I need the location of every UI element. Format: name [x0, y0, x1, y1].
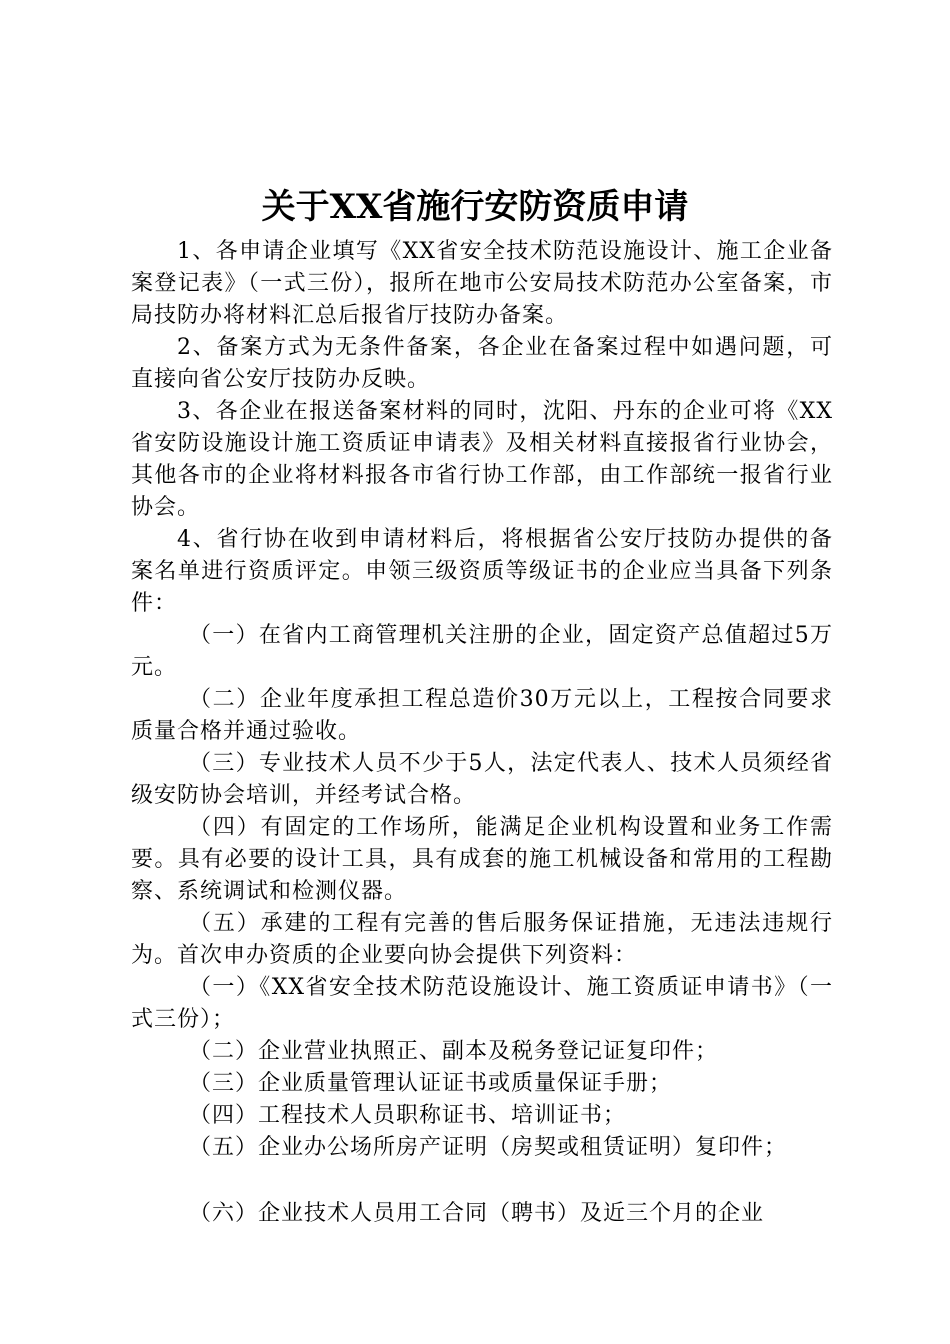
paragraph-3: 3、各企业在报送备案材料的同时，沈阳、丹东的企业可将《XX省安防设施设计施工资质证申请表》及相关材料直接报省行业协会，其他各市的企业将材料报各市省行协工作部，由工作部统一报省行业协会。	[131, 399, 833, 520]
condition-5: （五）承建的工程有完善的售后服务保证措施，无违法违规行为。首次申办资质的企业要向协会提供下列资料：	[131, 911, 833, 968]
document-title: 关于XX省施行安防资质申请	[261, 187, 689, 227]
material-6: （六）企业技术人员用工合同（聘书）及近三个月的企业	[189, 1201, 765, 1226]
material-1: （一）《XX省安全技术防范设施设计、施工资质证申请书》（一式三份）；	[131, 975, 833, 1032]
paragraph-1: 1、各申请企业填写《XX省安全技术防范设施设计、施工企业备案登记表》（一式三份），报所在地市公安局技术防范办公室备案，市局技防办将材料汇总后报省厅技防办备案。	[131, 239, 833, 328]
paragraph-4: 4、省行协在收到申请材料后，将根据省公安厅技防办提供的备案名单进行资质评定。申领三级资质等级证书的企业应当具备下列条件：	[131, 527, 833, 616]
condition-2: （二）企业年度承担工程总造价30万元以上，工程按合同要求质量合格并通过验收。	[131, 687, 833, 744]
condition-4: （四）有固定的工作场所，能满足企业机构设置和业务工作需要。具有必要的设计工具，具有成套的施工机械设备和常用的工程勘察、系统调试和检测仪器。	[131, 815, 833, 904]
condition-1: （一）在省内工商管理机关注册的企业，固定资产总值超过5万元。	[131, 623, 833, 680]
paragraph-2: 2、备案方式为无条件备案，各企业在备案过程中如遇问题，可直接向省公安厅技防办反映。	[131, 335, 833, 392]
material-2: （二）企业营业执照正、副本及税务登记证复印件；	[189, 1039, 719, 1064]
material-5: （五）企业办公场所房产证明（房契或租赁证明）复印件；	[189, 1135, 788, 1160]
document-body	[131, 236, 833, 1230]
material-4: （四）工程技术人员职称证书、培训证书；	[189, 1103, 627, 1128]
material-3: （三）企业质量管理认证证书或质量保证手册；	[189, 1071, 673, 1096]
condition-3: （三）专业技术人员不少于5人，法定代表人、技术人员须经省级安防协会培训，并经考试合格。	[131, 751, 833, 808]
paragraph-gap	[131, 1164, 833, 1198]
